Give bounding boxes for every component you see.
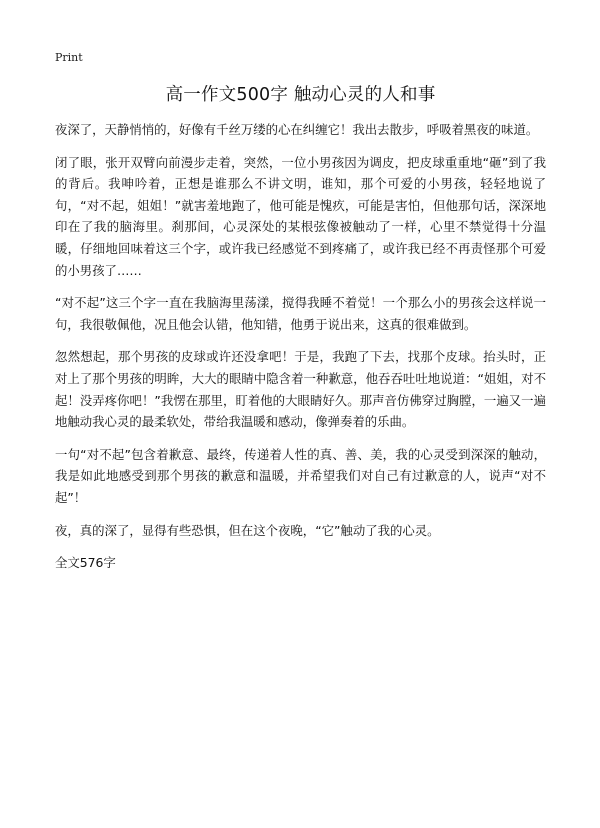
- paragraph-4: 忽然想起，那个男孩的皮球或许还没拿吧！于是，我跑了下去，找那个皮球。抬头时，正对上了那个男孩的明眸，大大的眼睛中隐含着一种歉意，他吞吞吐吐地说道：“姐姐，对不起！没弄疼你吧！”我愣在那里，盯着他的大眼睛好久。那声音仿佛穿过胸膛，一遍又一遍地触动我心灵的最柔软处，带给我温暖和感动，像弹奏着的乐曲。: [55, 349, 546, 430]
- paragraph-3: “对不起”这三个字一直在我脑海里荡漾，搅得我睡不着觉！一个那么小的男孩会这样说一句，我很敬佩他，况且他会认错，他知错，他勇于说出来，这真的很难做到。: [55, 295, 546, 332]
- paragraph-5: 一句“对不起”包含着歉意、最终，传递着人性的真、善、美，我的心灵受到深深的触动，我是如此地感受到那个男孩的歉意和温暖，并希望我们对自己有过歉意的人，说声“对不起”！: [55, 446, 546, 505]
- article-body: [55, 119, 546, 541]
- paragraph-2: 闭了眼，张开双臂向前漫步走着，突然，一位小男孩因为调皮，把皮球重重地“砸”到了我的背后。我呻吟着，正想是谁那么不讲文明，谁知，那个可爱的小男孩，轻轻地说了句，“对不起，姐姐！”就害羞地跑了，他可能是愧疚，可能是害怕，但他那句话，深深地印在了我的脑海里。刹那间，心灵深处的某根弦像被触动了一样，心里不禁觉得十分温暖，仔细地回味着这三个字，或许我已经感觉不到疼痛了，或许我已经不再责怪那个可爱的小男孩了……: [55, 154, 546, 278]
- paragraph-1: 夜深了，天静悄悄的，好像有千丝万缕的心在纠缠它！我出去散步，呼吸着黑夜的味道。: [55, 122, 539, 137]
- print-link[interactable]: Print: [55, 51, 83, 64]
- paragraph-6: 夜，真的深了，显得有些恐惧，但在这个夜晚，“它”触动了我的心灵。: [55, 522, 440, 538]
- word-count: 全文576字: [55, 555, 116, 571]
- article-title: 高一作文500字 触动心灵的人和事: [165, 85, 436, 105]
